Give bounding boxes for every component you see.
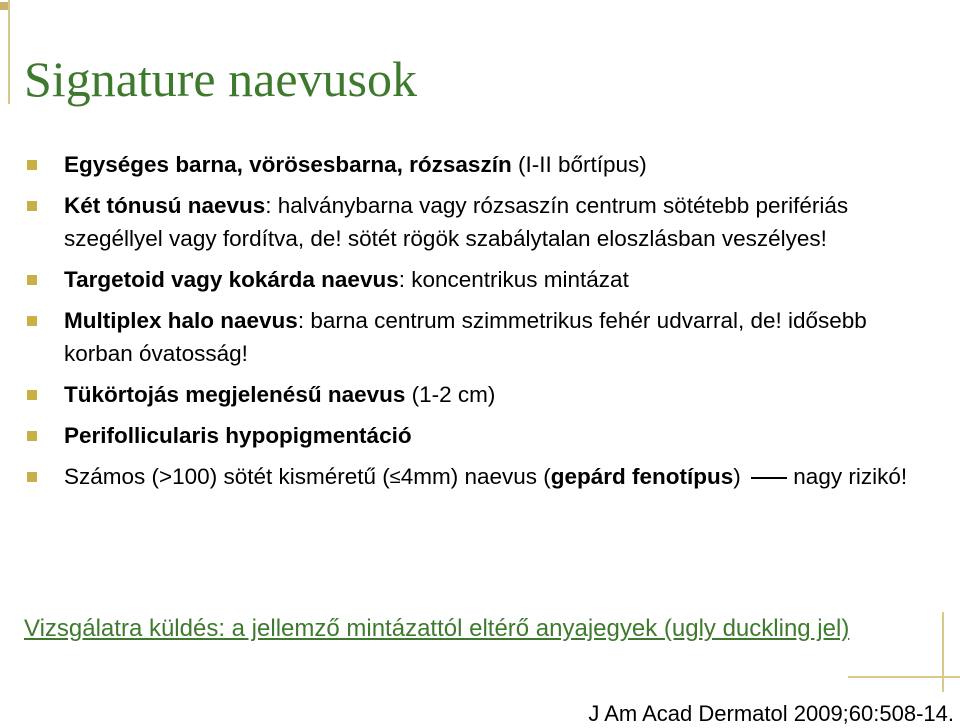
bullet-bold: Egységes barna, vörösesbarna, rózsaszín bbox=[64, 152, 512, 177]
bullet-item bbox=[20, 189, 920, 255]
bullet-item bbox=[20, 378, 920, 411]
bullet-text: (I-II bőrtípus) bbox=[511, 152, 647, 177]
vertical-rule bbox=[8, 0, 10, 104]
bullet-item bbox=[20, 148, 920, 181]
em-dash bbox=[751, 477, 787, 479]
bullet-square-icon bbox=[27, 390, 37, 400]
bullet-bold: Perifollicularis hypopigmentáció bbox=[64, 423, 412, 448]
bullet-square-icon bbox=[27, 316, 37, 326]
corner-rule-horizontal bbox=[848, 676, 960, 678]
bullet-text: nagy rizikó! bbox=[787, 464, 908, 489]
bullet-text: : koncentrikus mintázat bbox=[398, 267, 629, 292]
bullet-text: : barna centrum szimmetrikus fehér udvarral, de! idősebb korban óvatosság! bbox=[64, 308, 867, 366]
bullet-text: ) bbox=[733, 464, 748, 489]
bullet-square-icon bbox=[27, 431, 37, 441]
bullet-square-icon bbox=[27, 275, 37, 285]
corner-rule-vertical bbox=[942, 612, 944, 692]
bullet-square-icon bbox=[27, 472, 37, 482]
bullet-text: : halványbarna vagy rózsaszín centrum sötétebb perifériás szegéllyel vagy fordítva, de! sötét rögök szabálytalan eloszlásban veszélyes! bbox=[64, 193, 849, 251]
bullet-square-icon bbox=[27, 160, 37, 170]
less-equal-symbol: ≤ bbox=[389, 466, 401, 488]
citation: J Am Acad Dermatol 2009;60:508-14. bbox=[588, 701, 954, 726]
bullet-bold: Két tónusú naevus bbox=[64, 193, 266, 218]
bullet-bold: Tükörtojás megjelenésű naevus bbox=[64, 382, 406, 407]
bullet-text: 4mm) naevus ( bbox=[400, 464, 551, 489]
bullet-square-icon bbox=[27, 201, 37, 211]
bullet-item bbox=[20, 263, 920, 296]
bullet-item bbox=[20, 304, 920, 370]
slide-title: Signature naevusok bbox=[24, 51, 417, 107]
bullet-bold: gepárd fenotípus bbox=[550, 464, 734, 489]
bullet-item bbox=[20, 460, 920, 493]
corner-decoration bbox=[0, 2, 8, 10]
conclusion-text: Vizsgálatra küldés: a jellemző mintázattól eltérő anyajegyek (ugly duckling jel) bbox=[24, 615, 850, 642]
bullet-bold: Targetoid vagy kokárda naevus bbox=[64, 267, 399, 292]
bullet-text: (1-2 cm) bbox=[405, 382, 496, 407]
bullet-text: Számos (>100) sötét kisméretű ( bbox=[64, 464, 390, 489]
bullet-list bbox=[20, 148, 920, 493]
bullet-bold: Multiplex halo naevus bbox=[64, 308, 298, 333]
bullet-item bbox=[20, 419, 920, 452]
